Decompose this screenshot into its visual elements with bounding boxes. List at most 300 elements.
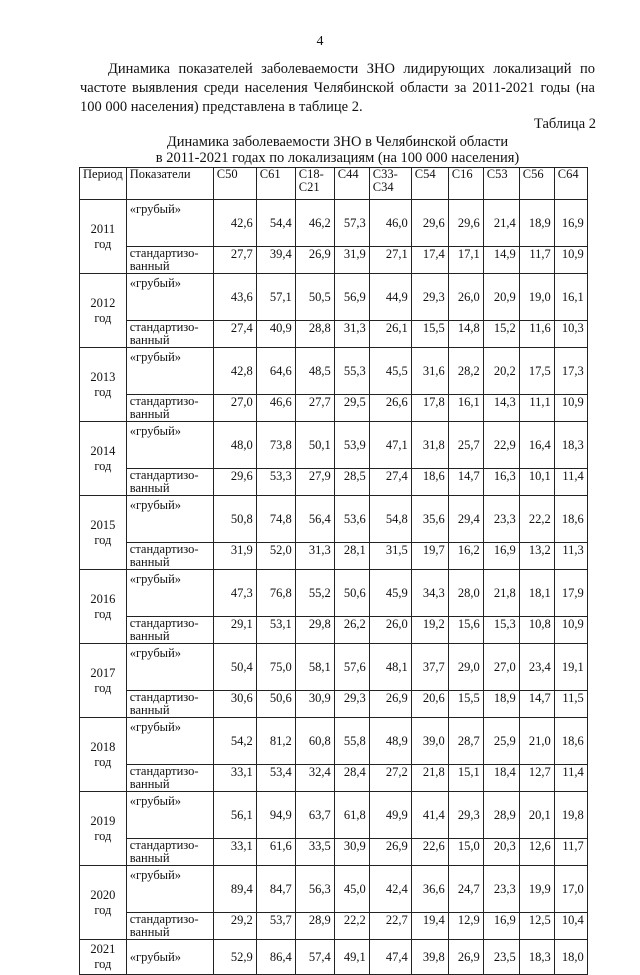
value-cell: 11,7: [554, 839, 587, 866]
value-cell: 56,3: [295, 866, 334, 913]
value-cell: 10,9: [554, 395, 587, 422]
value-cell: 18,0: [554, 940, 587, 975]
period-year: 2020: [90, 887, 116, 902]
value-cell: 40,9: [256, 321, 295, 348]
value-cell: 21,0: [519, 718, 554, 765]
value-cell: 19,4: [411, 913, 448, 940]
value-cell: 55,3: [334, 348, 369, 395]
header-c16: С16: [448, 168, 483, 200]
value-cell: 29,8: [295, 617, 334, 644]
value-cell: 27,7: [213, 247, 256, 274]
value-cell: 31,5: [369, 543, 411, 570]
indicator-crude: «грубый»: [126, 866, 213, 913]
period-year: 2012: [90, 295, 116, 310]
period-unit: год: [94, 902, 112, 917]
value-cell: 53,1: [256, 617, 295, 644]
value-cell: 20,2: [483, 348, 519, 395]
value-cell: 53,6: [334, 496, 369, 543]
indicator-standardized: стандартизо- ванный: [126, 543, 213, 570]
value-cell: 10,1: [519, 469, 554, 496]
value-cell: 15,1: [448, 765, 483, 792]
value-cell: 20,6: [411, 691, 448, 718]
header-period: Период: [80, 168, 127, 200]
indicator-crude: «грубый»: [126, 940, 213, 975]
value-cell: 30,9: [334, 839, 369, 866]
value-cell: 15,6: [448, 617, 483, 644]
value-cell: 28,9: [295, 913, 334, 940]
value-cell: 12,7: [519, 765, 554, 792]
value-cell: 28,1: [334, 543, 369, 570]
period-cell: [80, 348, 127, 422]
value-cell: 27,0: [213, 395, 256, 422]
value-cell: 54,8: [369, 496, 411, 543]
value-cell: 54,2: [213, 718, 256, 765]
period-year: 2018: [90, 739, 116, 754]
header-c61: С61: [256, 168, 295, 200]
value-cell: 25,9: [483, 718, 519, 765]
value-cell: 43,6: [213, 274, 256, 321]
value-cell: 26,0: [369, 617, 411, 644]
value-cell: 32,4: [295, 765, 334, 792]
value-cell: 56,9: [334, 274, 369, 321]
value-cell: 26,1: [369, 321, 411, 348]
header-row: [80, 168, 588, 200]
value-cell: 56,1: [213, 792, 256, 839]
value-cell: 37,7: [411, 644, 448, 691]
table-row: [80, 496, 588, 543]
value-cell: 29,1: [213, 617, 256, 644]
value-cell: 18,9: [519, 200, 554, 247]
value-cell: 49,1: [334, 940, 369, 975]
value-cell: 11,5: [554, 691, 587, 718]
table-row: [80, 839, 588, 866]
header-c54: С54: [411, 168, 448, 200]
value-cell: 73,8: [256, 422, 295, 469]
value-cell: 19,0: [519, 274, 554, 321]
value-cell: 44,9: [369, 274, 411, 321]
value-cell: 30,6: [213, 691, 256, 718]
value-cell: 28,7: [448, 718, 483, 765]
value-cell: 60,8: [295, 718, 334, 765]
value-cell: 27,1: [369, 247, 411, 274]
value-cell: 12,5: [519, 913, 554, 940]
indicator-crude: «грубый»: [126, 496, 213, 543]
value-cell: 18,6: [554, 718, 587, 765]
value-cell: 57,1: [256, 274, 295, 321]
value-cell: 46,2: [295, 200, 334, 247]
indicator-standardized: стандартизо- ванный: [126, 321, 213, 348]
period-year: 2014: [90, 443, 116, 458]
value-cell: 23,3: [483, 866, 519, 913]
value-cell: 57,4: [295, 940, 334, 975]
value-cell: 29,4: [448, 496, 483, 543]
value-cell: 17,3: [554, 348, 587, 395]
value-cell: 15,5: [411, 321, 448, 348]
header-c33-c34: С33- С34: [369, 168, 411, 200]
header-c50: С50: [213, 168, 256, 200]
value-cell: 53,9: [334, 422, 369, 469]
period-cell: [80, 422, 127, 496]
value-cell: 53,7: [256, 913, 295, 940]
period-cell: [80, 940, 127, 975]
value-cell: 26,9: [369, 839, 411, 866]
table-row: [80, 644, 588, 691]
value-cell: 18,4: [483, 765, 519, 792]
indicator-crude: «грубый»: [126, 718, 213, 765]
value-cell: 11,6: [519, 321, 554, 348]
value-cell: 17,5: [519, 348, 554, 395]
value-cell: 17,8: [411, 395, 448, 422]
value-cell: 42,8: [213, 348, 256, 395]
value-cell: 11,4: [554, 469, 587, 496]
period-year: 2017: [90, 665, 116, 680]
value-cell: 10,4: [554, 913, 587, 940]
value-cell: 29,3: [411, 274, 448, 321]
value-cell: 61,6: [256, 839, 295, 866]
value-cell: 15,2: [483, 321, 519, 348]
value-cell: 25,7: [448, 422, 483, 469]
value-cell: 14,9: [483, 247, 519, 274]
value-cell: 16,3: [483, 469, 519, 496]
value-cell: 48,0: [213, 422, 256, 469]
value-cell: 18,3: [519, 940, 554, 975]
value-cell: 48,9: [369, 718, 411, 765]
value-cell: 74,8: [256, 496, 295, 543]
value-cell: 19,1: [554, 644, 587, 691]
value-cell: 86,4: [256, 940, 295, 975]
value-cell: 10,9: [554, 617, 587, 644]
value-cell: 26,6: [369, 395, 411, 422]
value-cell: 26,2: [334, 617, 369, 644]
period-cell: [80, 274, 127, 348]
value-cell: 45,5: [369, 348, 411, 395]
value-cell: 19,8: [554, 792, 587, 839]
period-unit: год: [94, 957, 112, 971]
value-cell: 50,8: [213, 496, 256, 543]
value-cell: 39,8: [411, 940, 448, 975]
value-cell: 11,1: [519, 395, 554, 422]
value-cell: 34,3: [411, 570, 448, 617]
period-unit: год: [94, 310, 112, 325]
value-cell: 19,7: [411, 543, 448, 570]
table-row: [80, 570, 588, 617]
value-cell: 33,1: [213, 765, 256, 792]
period-year: 2021: [90, 942, 116, 956]
value-cell: 27,0: [483, 644, 519, 691]
value-cell: 18,9: [483, 691, 519, 718]
value-cell: 24,7: [448, 866, 483, 913]
indicator-standardized: стандартизо- ванный: [126, 913, 213, 940]
value-cell: 16,9: [483, 543, 519, 570]
indicator-standardized: стандартизо- ванный: [126, 765, 213, 792]
value-cell: 13,2: [519, 543, 554, 570]
table-row: [80, 718, 588, 765]
value-cell: 15,3: [483, 617, 519, 644]
table-row: [80, 866, 588, 913]
value-cell: 22,9: [483, 422, 519, 469]
indicator-crude: «грубый»: [126, 274, 213, 321]
value-cell: 22,2: [334, 913, 369, 940]
indicator-crude: «грубый»: [126, 792, 213, 839]
value-cell: 31,6: [411, 348, 448, 395]
value-cell: 23,5: [483, 940, 519, 975]
period-unit: год: [94, 458, 112, 473]
value-cell: 29,0: [448, 644, 483, 691]
value-cell: 31,3: [334, 321, 369, 348]
value-cell: 89,4: [213, 866, 256, 913]
value-cell: 45,0: [334, 866, 369, 913]
value-cell: 14,7: [519, 691, 554, 718]
value-cell: 12,6: [519, 839, 554, 866]
value-cell: 55,8: [334, 718, 369, 765]
value-cell: 17,4: [411, 247, 448, 274]
value-cell: 21,8: [483, 570, 519, 617]
value-cell: 50,6: [256, 691, 295, 718]
value-cell: 28,2: [448, 348, 483, 395]
table-row: [80, 792, 588, 839]
indicator-standardized: стандартизо- ванный: [126, 469, 213, 496]
table-row: [80, 348, 588, 395]
value-cell: 50,1: [295, 422, 334, 469]
table-row: [80, 247, 588, 274]
value-cell: 47,3: [213, 570, 256, 617]
value-cell: 22,7: [369, 913, 411, 940]
value-cell: 54,4: [256, 200, 295, 247]
value-cell: 42,6: [213, 200, 256, 247]
value-cell: 47,4: [369, 940, 411, 975]
header-c56: С56: [519, 168, 554, 200]
value-cell: 28,0: [448, 570, 483, 617]
value-cell: 11,4: [554, 765, 587, 792]
value-cell: 16,9: [483, 913, 519, 940]
incidence-table: [79, 167, 588, 975]
table-row: [80, 469, 588, 496]
value-cell: 35,6: [411, 496, 448, 543]
intro-paragraph: Динамика показателей заболеваемости ЗНО лидирующих локализаций по частоте выявления среди населения Челябинской области за 2011-2021 годы (на 100 000 населения) представлена в таблице 2.: [80, 61, 595, 115]
value-cell: 17,0: [554, 866, 587, 913]
value-cell: 50,6: [334, 570, 369, 617]
indicator-standardized: стандартизо- ванный: [126, 839, 213, 866]
value-cell: 57,6: [334, 644, 369, 691]
table-row: [80, 395, 588, 422]
value-cell: 16,1: [554, 274, 587, 321]
period-cell: [80, 570, 127, 644]
value-cell: 20,9: [483, 274, 519, 321]
period-unit: год: [94, 606, 112, 621]
period-year: 2011: [90, 221, 116, 236]
table-label: Таблица 2: [533, 116, 596, 132]
value-cell: 56,4: [295, 496, 334, 543]
value-cell: 53,3: [256, 469, 295, 496]
value-cell: 15,5: [448, 691, 483, 718]
value-cell: 14,3: [483, 395, 519, 422]
value-cell: 27,4: [369, 469, 411, 496]
value-cell: 12,9: [448, 913, 483, 940]
value-cell: 27,4: [213, 321, 256, 348]
value-cell: 64,6: [256, 348, 295, 395]
value-cell: 52,0: [256, 543, 295, 570]
value-cell: 20,3: [483, 839, 519, 866]
period-unit: год: [94, 236, 112, 251]
value-cell: 26,0: [448, 274, 483, 321]
indicator-standardized: стандартизо- ванный: [126, 617, 213, 644]
table-row: [80, 765, 588, 792]
indicator-crude: «грубый»: [126, 348, 213, 395]
value-cell: 27,9: [295, 469, 334, 496]
header-indicator: Показатели: [126, 168, 213, 200]
value-cell: 52,9: [213, 940, 256, 975]
value-cell: 22,6: [411, 839, 448, 866]
value-cell: 33,1: [213, 839, 256, 866]
value-cell: 46,0: [369, 200, 411, 247]
value-cell: 18,6: [554, 496, 587, 543]
value-cell: 16,1: [448, 395, 483, 422]
value-cell: 29,3: [448, 792, 483, 839]
value-cell: 28,4: [334, 765, 369, 792]
table-row: [80, 913, 588, 940]
value-cell: 16,9: [554, 200, 587, 247]
value-cell: 31,9: [334, 247, 369, 274]
value-cell: 47,1: [369, 422, 411, 469]
value-cell: 27,2: [369, 765, 411, 792]
value-cell: 61,8: [334, 792, 369, 839]
value-cell: 29,6: [213, 469, 256, 496]
table-title-line-2: в 2011-2021 годах по локализациям (на 100 000 населения): [155, 150, 520, 166]
indicator-crude: «грубый»: [126, 200, 213, 247]
value-cell: 31,9: [213, 543, 256, 570]
period-cell: [80, 718, 127, 792]
value-cell: 39,0: [411, 718, 448, 765]
period-cell: [80, 200, 127, 274]
period-cell: [80, 792, 127, 866]
value-cell: 18,1: [519, 570, 554, 617]
value-cell: 18,6: [411, 469, 448, 496]
table-row: [80, 940, 588, 975]
value-cell: 28,8: [295, 321, 334, 348]
value-cell: 14,8: [448, 321, 483, 348]
value-cell: 45,9: [369, 570, 411, 617]
header-c18-c21: С18- С21: [295, 168, 334, 200]
value-cell: 29,6: [448, 200, 483, 247]
value-cell: 48,5: [295, 348, 334, 395]
value-cell: 39,4: [256, 247, 295, 274]
indicator-crude: «грубый»: [126, 570, 213, 617]
value-cell: 28,9: [483, 792, 519, 839]
table-row: [80, 691, 588, 718]
value-cell: 33,5: [295, 839, 334, 866]
value-cell: 31,3: [295, 543, 334, 570]
value-cell: 76,8: [256, 570, 295, 617]
value-cell: 10,9: [554, 247, 587, 274]
value-cell: 22,2: [519, 496, 554, 543]
table-title-line-1: Динамика заболеваемости ЗНО в Челябинской области: [166, 134, 509, 150]
value-cell: 27,7: [295, 395, 334, 422]
value-cell: 29,2: [213, 913, 256, 940]
table-row: [80, 422, 588, 469]
header-c44: С44: [334, 168, 369, 200]
value-cell: 48,1: [369, 644, 411, 691]
period-cell: [80, 644, 127, 718]
value-cell: 26,9: [295, 247, 334, 274]
value-cell: 28,5: [334, 469, 369, 496]
value-cell: 49,9: [369, 792, 411, 839]
value-cell: 57,3: [334, 200, 369, 247]
table-row: [80, 200, 588, 247]
value-cell: 17,9: [554, 570, 587, 617]
value-cell: 84,7: [256, 866, 295, 913]
value-cell: 11,7: [519, 247, 554, 274]
value-cell: 20,1: [519, 792, 554, 839]
value-cell: 26,9: [369, 691, 411, 718]
period-unit: год: [94, 754, 112, 769]
value-cell: 14,7: [448, 469, 483, 496]
indicator-standardized: стандартизо- ванный: [126, 395, 213, 422]
value-cell: 21,4: [483, 200, 519, 247]
value-cell: 10,3: [554, 321, 587, 348]
value-cell: 15,0: [448, 839, 483, 866]
value-cell: 46,6: [256, 395, 295, 422]
value-cell: 55,2: [295, 570, 334, 617]
value-cell: 58,1: [295, 644, 334, 691]
value-cell: 29,5: [334, 395, 369, 422]
value-cell: 50,5: [295, 274, 334, 321]
period-unit: год: [94, 532, 112, 547]
value-cell: 94,9: [256, 792, 295, 839]
value-cell: 17,1: [448, 247, 483, 274]
page-number: 4: [316, 34, 324, 49]
value-cell: 26,9: [448, 940, 483, 975]
period-cell: [80, 496, 127, 570]
value-cell: 36,6: [411, 866, 448, 913]
indicator-crude: «грубый»: [126, 422, 213, 469]
period-year: 2016: [90, 591, 116, 606]
period-year: 2019: [90, 813, 116, 828]
value-cell: 16,4: [519, 422, 554, 469]
indicator-crude: «грубый»: [126, 644, 213, 691]
indicator-standardized: стандартизо- ванный: [126, 691, 213, 718]
table-row: [80, 617, 588, 644]
value-cell: 21,8: [411, 765, 448, 792]
value-cell: 10,8: [519, 617, 554, 644]
value-cell: 16,2: [448, 543, 483, 570]
value-cell: 75,0: [256, 644, 295, 691]
table-row: [80, 274, 588, 321]
value-cell: 19,9: [519, 866, 554, 913]
indicator-standardized: стандартизо- ванный: [126, 247, 213, 274]
period-unit: год: [94, 680, 112, 695]
value-cell: 30,9: [295, 691, 334, 718]
value-cell: 31,8: [411, 422, 448, 469]
table-row: [80, 321, 588, 348]
value-cell: 23,3: [483, 496, 519, 543]
period-cell: [80, 866, 127, 940]
value-cell: 19,2: [411, 617, 448, 644]
value-cell: 63,7: [295, 792, 334, 839]
header-c64: С64: [554, 168, 587, 200]
value-cell: 41,4: [411, 792, 448, 839]
value-cell: 50,4: [213, 644, 256, 691]
table-row: [80, 543, 588, 570]
value-cell: 29,6: [411, 200, 448, 247]
value-cell: 53,4: [256, 765, 295, 792]
period-unit: год: [94, 384, 112, 399]
value-cell: 29,3: [334, 691, 369, 718]
header-c53: С53: [483, 168, 519, 200]
period-year: 2013: [90, 369, 116, 384]
value-cell: 23,4: [519, 644, 554, 691]
period-unit: год: [94, 828, 112, 843]
value-cell: 42,4: [369, 866, 411, 913]
